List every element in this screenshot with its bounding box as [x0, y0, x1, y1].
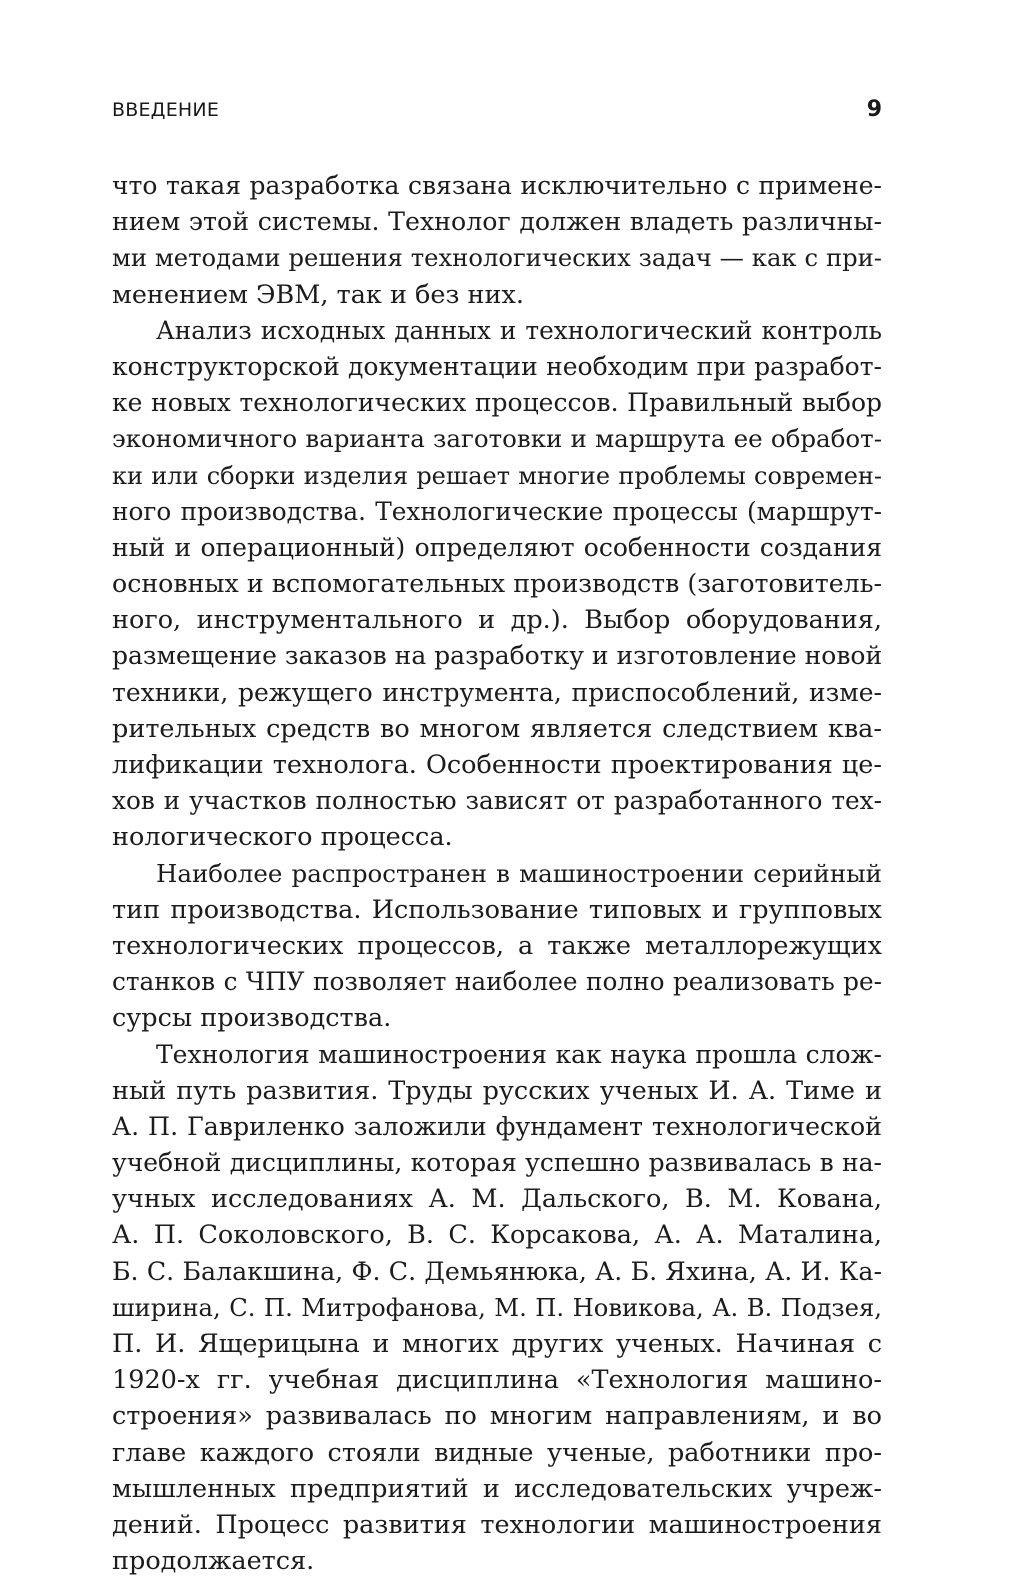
- text-line: сурсы производства.: [112, 1003, 392, 1034]
- paragraph: [112, 1037, 882, 1580]
- text-line: главе каждого стояли видные ученые, работники про-: [112, 1437, 882, 1468]
- text-line: Наиболее распространен в машиностроении серийный: [156, 858, 882, 888]
- body-text: [112, 168, 882, 1579]
- text-line: техники, режущего инструмента, приспособлений, изме-: [112, 677, 882, 707]
- paragraph: [112, 856, 882, 1037]
- running-head: [112, 97, 882, 127]
- text-line: ный путь развития. Труды русских ученых И. А. Тиме и: [112, 1075, 882, 1106]
- text-line: конструкторской документации необходим при разработ-: [112, 351, 882, 381]
- text-line: менением ЭВМ, так и без них.: [112, 279, 524, 310]
- text-line: ки или сборки изделия решает многие проблемы современ-: [112, 461, 882, 490]
- text-line: экономичного варианта заготовки и маршрута ее обработ-: [112, 424, 882, 454]
- text-line: Б. С. Балакшина, Ф. С. Демьянюка, А. Б. Яхина, А. И. Ка-: [112, 1256, 882, 1286]
- text-line: продолжается.: [112, 1546, 315, 1577]
- paragraph: [112, 313, 882, 856]
- text-line: дений. Процесс развития технологии машиностроения: [112, 1509, 882, 1540]
- text-line: Технология машиностроения как наука прошла слож-: [156, 1039, 882, 1069]
- text-line: А. П. Соколовского, В. С. Корсакова, А. А. Маталина,: [112, 1220, 882, 1251]
- text-line: Анализ исходных данных и технологический контроль: [156, 315, 882, 345]
- text-line: ного производства. Технологические процессы (маршрут-: [112, 496, 882, 526]
- text-line: основных и вспомогательных производств (заготовитель-: [112, 569, 882, 599]
- text-line: строения» развивалась по многим направлениям, и во: [112, 1401, 882, 1432]
- text-line: станков с ЧПУ позволяет наиболее полно реализовать ре-: [112, 967, 882, 997]
- text-line: что такая разработка связана исключительно с примене-: [112, 171, 882, 200]
- paragraph: [112, 168, 882, 313]
- text-line: учных исследованиях А. М. Дальского, В. М. Кована,: [112, 1184, 882, 1215]
- section-title: ВВЕДЕНИЕ: [112, 99, 220, 121]
- text-line: нологического процесса.: [112, 822, 453, 853]
- page-number: 9: [866, 97, 882, 122]
- text-line: ширина, С. П. Митрофанова, М. П. Новикова, А. В. Подзея,: [112, 1292, 882, 1322]
- text-line: нием этой системы. Технолог должен владеть различны-: [112, 207, 882, 237]
- text-line: лификации технолога. Особенности проектирования це-: [112, 750, 882, 780]
- text-line: размещение заказов на разработку и изготовление новой: [112, 641, 883, 671]
- text-line: учебной дисциплины, которая успешно развивалась в на-: [112, 1148, 882, 1178]
- text-line: ке новых технологических процессов. Правильный выбор: [112, 388, 882, 418]
- text-line: технологических процессов, а также металлорежущих: [112, 930, 882, 961]
- text-line: 1920-х гг. учебная дисциплина «Технология машино-: [112, 1365, 882, 1396]
- text-line: тип производства. Использование типовых и групповых: [112, 894, 882, 925]
- text-line: А. П. Гавриленко заложили фундамент технологической: [112, 1111, 882, 1141]
- text-line: рительных средств во многом является следствием ква-: [112, 713, 882, 744]
- text-line: ного, инструментального и др.). Выбор оборудования,: [112, 605, 882, 636]
- text-line: ный и операционный) определяют особенности создания: [112, 532, 882, 562]
- text-line: мышленных предприятий и исследовательских учреж-: [112, 1473, 882, 1504]
- text-line: ми методами решения технологических задач — как с при-: [112, 243, 882, 273]
- text-line: П. И. Ящерицына и многих других ученых. Начиная с: [112, 1329, 882, 1359]
- text-line: хов и участков полностью зависят от разработанного тех-: [112, 786, 882, 816]
